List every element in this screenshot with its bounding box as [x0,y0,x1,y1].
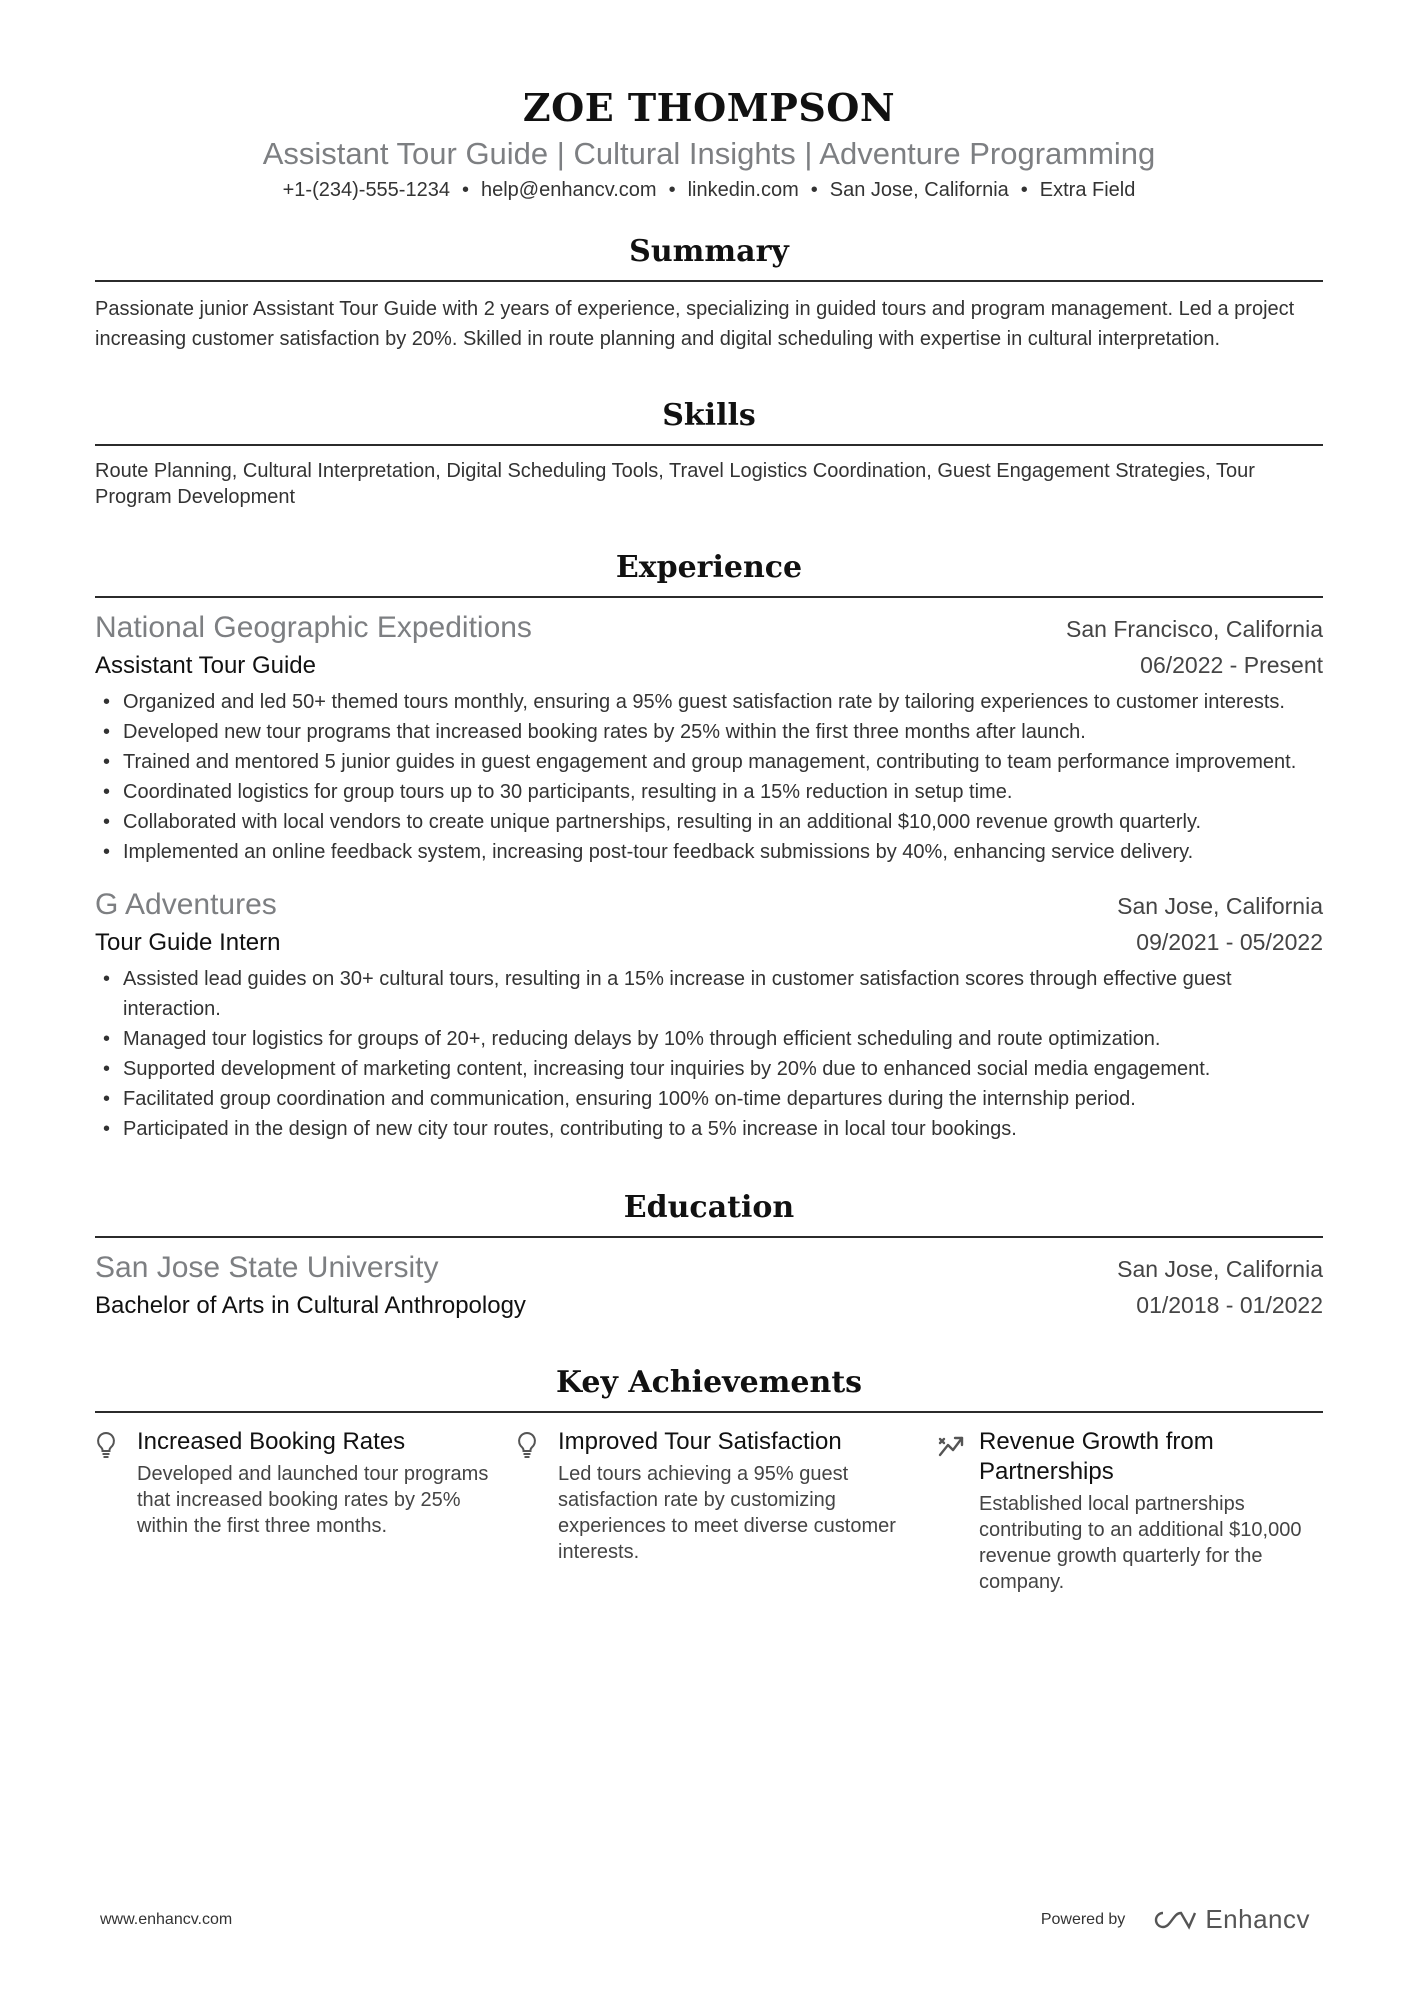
entry-location: San Jose, California [1117,893,1323,919]
entry-degree-row [95,1288,1323,1323]
candidate-name: ZOE THOMPSON [522,85,896,130]
enhancv-logo-icon [1151,1909,1197,1931]
contact-email[interactable]: help@enhancv.com [480,179,657,201]
education-entry [95,1248,1323,1323]
school-name: San Jose State University [95,1251,439,1284]
contact-line [95,176,1323,204]
separator-dot: • [461,179,469,201]
achievement-title: Increased Booking Rates [137,1428,406,1455]
achievement-item [95,1427,516,1595]
bullet-item: • Coordinated logistics for group tours up to 30 participants, resulting in a 15% reduction in setup time. [95,777,1323,807]
skills-text: Route Planning, Cultural Interpretation, Digital Scheduling Tools, Travel Logistics Coordination, Guest Engagement Strategies, Tour Program Development [95,460,1255,508]
section-title-education: Education [95,1188,1323,1238]
experience-entry [95,608,1323,867]
entry-location: San Jose, California [1117,1256,1323,1282]
summary-text: Passionate junior Assistant Tour Guide with 2 years of experience, specializing in guided tours and program management. Led a project increasing customer satisfaction by 20%. Skilled in route planning and digital scheduling with expertise in cultural interpretation. [95,298,1295,350]
section-title-experience: Experience [95,548,1323,598]
achievement-body [979,1427,1323,1595]
bullet-list [95,687,1323,867]
entry-role-row [95,925,1323,960]
entry-header-row [95,1248,1323,1288]
job-title: Assistant Tour Guide [95,652,317,679]
experience-section [95,548,1323,1144]
achievements-section [95,1363,1323,1595]
achievement-body [137,1427,516,1595]
brand-name: Enhancv [1205,1904,1310,1934]
entry-location: San Francisco, California [1066,616,1323,642]
growth-arrow-icon [937,1427,979,1595]
contact-linkedin[interactable]: linkedin.com [687,179,799,201]
footer-url[interactable]: www.enhancv.com [100,1910,233,1928]
achievement-description: Led tours achieving a 95% guest satisfaction rate by customizing experiences to meet diverse customer interests. [558,1463,896,1563]
bullet-item: • Trained and mentored 5 junior guides in guest engagement and group management, contributing to team performance improvement. [95,747,1323,777]
bullet-item: • Supported development of marketing content, increasing tour inquiries by 20% due to enhanced social media engagement. [95,1054,1323,1084]
education-section [95,1188,1323,1323]
contact-location: San Jose, California [829,179,1009,201]
achievements-grid [95,1427,1323,1595]
achievement-description: Developed and launched tour programs that increased booking rates by 25% within the first three months. [137,1463,489,1537]
separator-dot: • [1020,179,1028,201]
powered-by [1041,1904,1310,1935]
separator-dot: • [668,179,676,201]
company-name: National Geographic Expeditions [95,611,532,644]
lightbulb-icon [516,1427,558,1595]
achievement-description: Established local partnerships contributing to an additional $10,000 revenue growth quarterly for the company. [979,1493,1302,1593]
achievement-item [516,1427,937,1595]
bullet-item: • Implemented an online feedback system, increasing post-tour feedback submissions by 40%, enhancing service delivery. [95,837,1323,867]
degree: Bachelor of Arts in Cultural Anthropology [95,1292,526,1319]
contact-extra: Extra Field [1039,179,1136,201]
entry-dates: 06/2022 - Present [1140,652,1323,678]
bullet-item: • Managed tour logistics for groups of 20+, reducing delays by 10% through efficient scheduling and route optimization. [95,1024,1323,1054]
achievement-title: Improved Tour Satisfaction [558,1428,842,1455]
resume-header [95,0,1323,204]
contact-phone: +1-(234)-555-1234 [282,179,450,201]
section-title-summary: Summary [95,232,1323,282]
bullet-item: • Facilitated group coordination and communication, ensuring 100% on-time departures during the internship period. [95,1084,1323,1114]
summary-section [95,232,1323,354]
section-title-achievements: Key Achievements [95,1363,1323,1413]
entry-role-row [95,648,1323,683]
brand-logo[interactable] [1151,1904,1310,1935]
experience-entry [95,885,1323,1144]
achievement-body [558,1427,937,1595]
page-footer [100,1904,1310,1935]
entry-header-row [95,608,1323,648]
skills-section [95,396,1323,510]
section-title-skills: Skills [95,396,1323,446]
achievement-title: Revenue Growth from Partnerships [979,1428,1214,1485]
powered-by-label: Powered by [1040,1910,1126,1928]
headline: Assistant Tour Guide | Cultural Insights | Adventure Programming [262,136,1156,171]
resume-page [95,0,1323,1595]
bullet-list [95,964,1323,1144]
entry-dates: 01/2018 - 01/2022 [1136,1292,1323,1318]
bullet-item: • Assisted lead guides on 30+ cultural tours, resulting in a 15% increase in customer satisfaction scores through effective guest interaction. [95,964,1323,1024]
separator-dot: • [810,179,818,201]
lightbulb-icon [95,1427,137,1595]
bullet-item: • Organized and led 50+ themed tours monthly, ensuring a 95% guest satisfaction rate by tailoring experiences to customer interests. [95,687,1323,717]
entry-dates: 09/2021 - 05/2022 [1136,929,1323,955]
company-name: G Adventures [95,888,277,921]
bullet-item: • Developed new tour programs that increased booking rates by 25% within the first three months after launch. [95,717,1323,747]
achievement-item [937,1427,1323,1595]
bullet-item: • Participated in the design of new city tour routes, contributing to a 5% increase in local tour bookings. [95,1114,1323,1144]
entry-header-row [95,885,1323,925]
bullet-item: • Collaborated with local vendors to create unique partnerships, resulting in an additional $10,000 revenue growth quarterly. [95,807,1323,837]
job-title: Tour Guide Intern [95,929,281,956]
